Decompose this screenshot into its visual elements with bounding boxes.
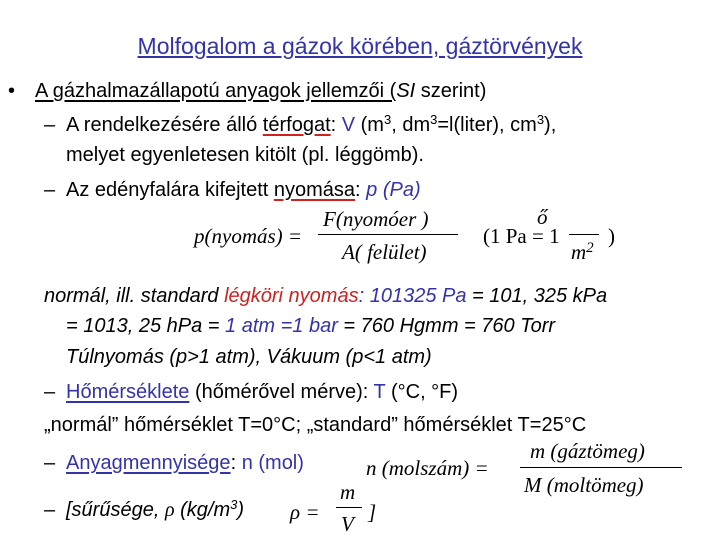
- temperature-units-b: , °F): [420, 381, 459, 403]
- pressure-line: [66, 178, 421, 202]
- atm-line-1-a: normál, ill. standard: [44, 285, 225, 307]
- pa-definition-denominator: [571, 240, 594, 265]
- pressure-formula-lhs: p(nyomás) =: [194, 224, 303, 248]
- pressure-term: nyomása: [273, 179, 356, 201]
- si-label: SI: [396, 80, 416, 102]
- dash-temperature: –: [44, 381, 56, 403]
- pressure-formula-numerator: F(nyomóer ): [323, 207, 429, 231]
- bullet-marker: •: [8, 80, 16, 102]
- pa-den-unit: m: [571, 240, 587, 264]
- density-close-bracket: ]: [368, 500, 377, 524]
- density-text-b: (kg/m: [174, 499, 231, 521]
- amount-symbol: n (mol): [241, 452, 304, 474]
- pressure-lead: Az edényfalára kifejtett: [66, 179, 274, 201]
- volume-line-1: [66, 113, 556, 137]
- amount-formula-numerator: m (gáztömeg): [530, 439, 645, 463]
- atm-value-pa: : 101325 Pa: [358, 285, 467, 307]
- amount-formula-denominator: M (moltömeg): [524, 473, 644, 497]
- bullet-text-b: szerint): [415, 80, 487, 102]
- volume-lead: A rendelkezésére álló: [66, 114, 263, 136]
- dash-density: –: [44, 499, 56, 521]
- pressure-colon: :: [355, 179, 367, 201]
- atm-line-1: [44, 284, 607, 308]
- volume-line-2: melyet egyenletesen kitölt (pl. léggömb).: [66, 144, 424, 166]
- pressure-symbol: p (Pa): [366, 179, 421, 201]
- temperature-term: Hőmérséklete: [66, 381, 190, 403]
- rho-symbol: ρ: [164, 499, 175, 521]
- density-text-c: ): [237, 499, 245, 521]
- volume-units-a: (m: [355, 114, 384, 136]
- amount-line: [66, 451, 304, 475]
- atm-line-2-a: = 1013, 25 hPa =: [66, 315, 226, 337]
- amount-formula-lhs: n (molszám) =: [366, 456, 489, 480]
- bullet-gas-properties: [35, 79, 486, 103]
- volume-units-b: , dm: [391, 114, 431, 136]
- temperature-normal-standard: „normál” hőmérséklet T=0°C; „standard” hőmérséklet T=25°C: [44, 414, 587, 436]
- volume-exp-2: 3: [430, 112, 438, 127]
- atm-line-2: [66, 314, 555, 338]
- volume-exp-3: 3: [536, 112, 545, 127]
- volume-exp-1: 3: [383, 112, 392, 127]
- amount-colon: :: [230, 452, 242, 474]
- density-fraction-bar: [336, 507, 362, 508]
- page-title: Molfogalom a gázok körében, gáztörvények: [137, 33, 583, 59]
- temperature-units-a: (°C: [385, 381, 421, 403]
- temperature-text: (hőmérővel mérve):: [189, 381, 374, 403]
- dash-pressure: –: [44, 179, 56, 201]
- amount-term: Anyagmennyisége: [66, 452, 231, 474]
- dash-volume: –: [44, 114, 56, 136]
- atm-value-kpa: = 101, 325 kPa: [466, 285, 608, 307]
- atm-line-2-c: = 760 Hgmm = 760 Torr: [337, 315, 556, 337]
- density-formula-numerator: m: [340, 480, 356, 504]
- pressure-fraction-bar: [318, 234, 458, 235]
- pa-definition-numerator: ő: [537, 205, 548, 229]
- density-line: [66, 498, 244, 522]
- density-text-a: [sűrűsége,: [66, 499, 165, 521]
- volume-term: térfogat: [262, 114, 331, 136]
- volume-symbol: V: [341, 114, 356, 136]
- atm-bar: 1 atm =1 bar: [225, 315, 338, 337]
- amount-fraction-bar: [520, 467, 682, 468]
- pa-definition-lead: (1 Pa = 1: [483, 224, 560, 248]
- volume-units-d: ),: [544, 114, 557, 136]
- atm-standard-pressure: légköri nyomás: [224, 285, 359, 307]
- volume-units-c: =l(liter), cm: [437, 114, 537, 136]
- volume-colon: :: [330, 114, 342, 136]
- temperature-line: [66, 380, 458, 404]
- temperature-symbol: T: [373, 381, 386, 403]
- dash-amount: –: [44, 452, 56, 474]
- density-formula-lhs: ρ =: [290, 500, 320, 524]
- pa-fraction-bar: [569, 234, 599, 235]
- density-exp: 3: [230, 497, 238, 512]
- pressure-formula-denominator: A( felület): [342, 240, 427, 264]
- atm-line-3: Túlnyomás (p>1 atm), Vákuum (p<1 atm): [66, 346, 432, 368]
- pa-den-exp: 2: [586, 240, 594, 256]
- pa-definition-close: ): [608, 224, 615, 248]
- bullet-text-a: A gázhalmazállapotú anyagok jellemzői (: [35, 80, 397, 102]
- density-formula-denominator: V: [341, 512, 354, 536]
